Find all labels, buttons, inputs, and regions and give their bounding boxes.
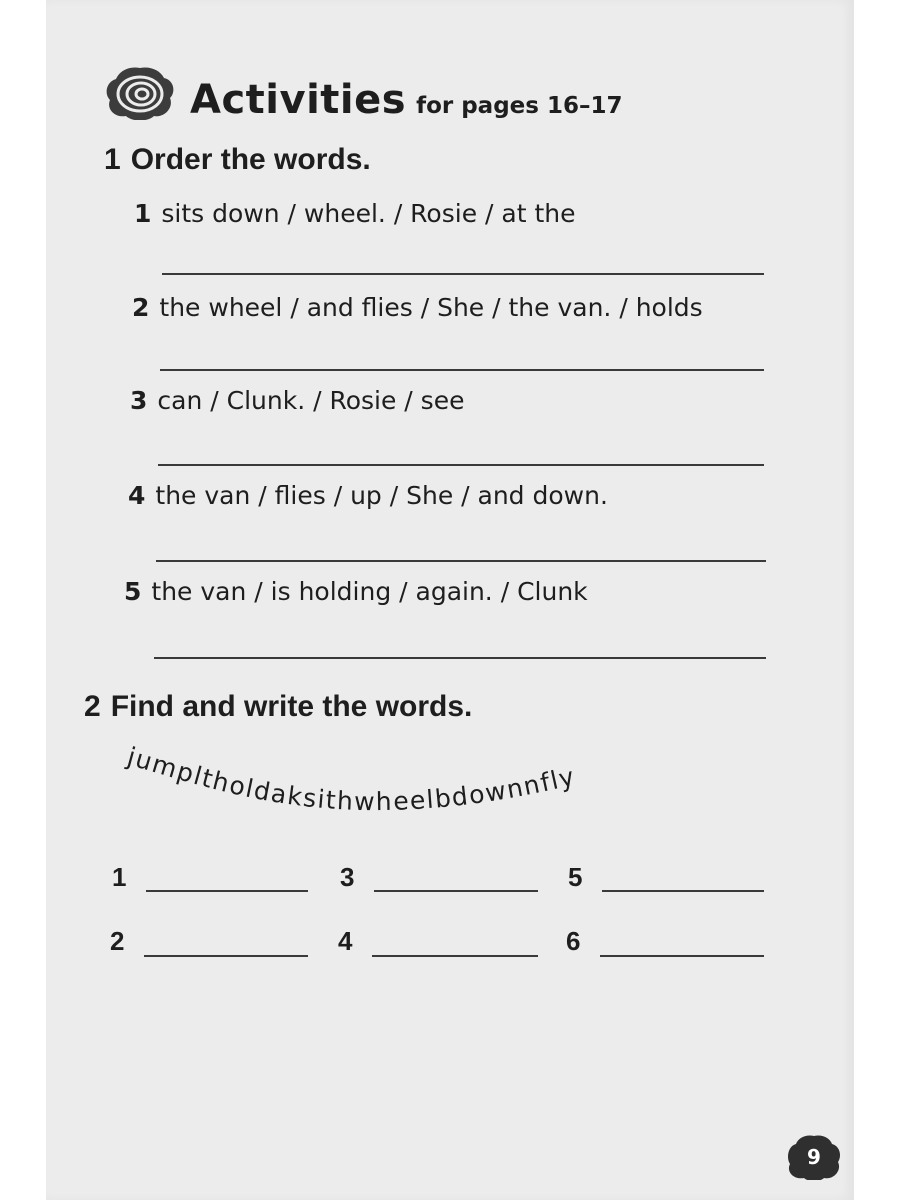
word-answer-line-6[interactable]: [600, 955, 764, 957]
order-item-text: can / Clunk. / Rosie / see: [157, 386, 465, 415]
order-item-text: the van / flies / up / She / and down.: [155, 481, 608, 510]
letter-string: [123, 741, 578, 816]
swirl-flower-icon: [104, 66, 176, 120]
answer-line-4[interactable]: [156, 560, 766, 562]
word-snake-letters: [116, 740, 676, 830]
answer-number-2: 2: [110, 926, 125, 956]
answer-line-5[interactable]: [154, 657, 766, 659]
answer-number-3: 3: [340, 862, 355, 892]
order-item-3: [130, 386, 464, 415]
order-item-number: 2: [132, 293, 150, 322]
order-item-number: 1: [134, 199, 152, 228]
section-2-title: Find and write the words.: [110, 690, 473, 723]
order-item-5: [124, 577, 588, 606]
order-item-number: 4: [128, 481, 146, 510]
word-answer-line-1[interactable]: [146, 890, 308, 892]
worksheet-page: [46, 0, 854, 1200]
answer-number-6: 6: [566, 926, 581, 956]
section-1-heading: [104, 143, 371, 177]
order-item-text: sits down / wheel. / Rosie / at the: [161, 199, 576, 228]
answer-number-1: 1: [112, 862, 127, 892]
letter-string-text: jumpltholdaksithwheelbdownnfly: [124, 741, 579, 817]
word-answer-line-4[interactable]: [372, 955, 538, 957]
order-item-1: [134, 199, 576, 228]
activities-title: Activities: [190, 77, 407, 123]
section-1-title: Order the words.: [130, 143, 371, 176]
order-item-number: 5: [124, 577, 142, 606]
word-answer-line-3[interactable]: [374, 890, 538, 892]
section-1-number: 1: [104, 143, 121, 176]
section-2-number: 2: [84, 690, 101, 723]
order-item-number: 3: [130, 386, 148, 415]
answer-number-4: 4: [338, 926, 353, 956]
answer-line-1[interactable]: [162, 273, 764, 275]
order-item-4: [128, 481, 608, 510]
order-item-2: [132, 293, 703, 322]
activities-subtitle: for pages 16–17: [416, 93, 623, 119]
section-2-heading: [84, 690, 472, 724]
page-number: 9: [807, 1145, 821, 1169]
word-answer-line-5[interactable]: [602, 890, 764, 892]
word-answer-line-2[interactable]: [144, 955, 308, 957]
answer-line-3[interactable]: [158, 464, 764, 466]
page-number-badge: [786, 1134, 842, 1180]
activities-header: [104, 60, 623, 123]
answer-line-2[interactable]: [160, 369, 764, 371]
answer-number-5: 5: [568, 862, 583, 892]
order-item-text: the van / is holding / again. / Clunk: [151, 577, 588, 606]
order-item-text: the wheel / and flies / She / the van. / holds: [159, 293, 703, 322]
